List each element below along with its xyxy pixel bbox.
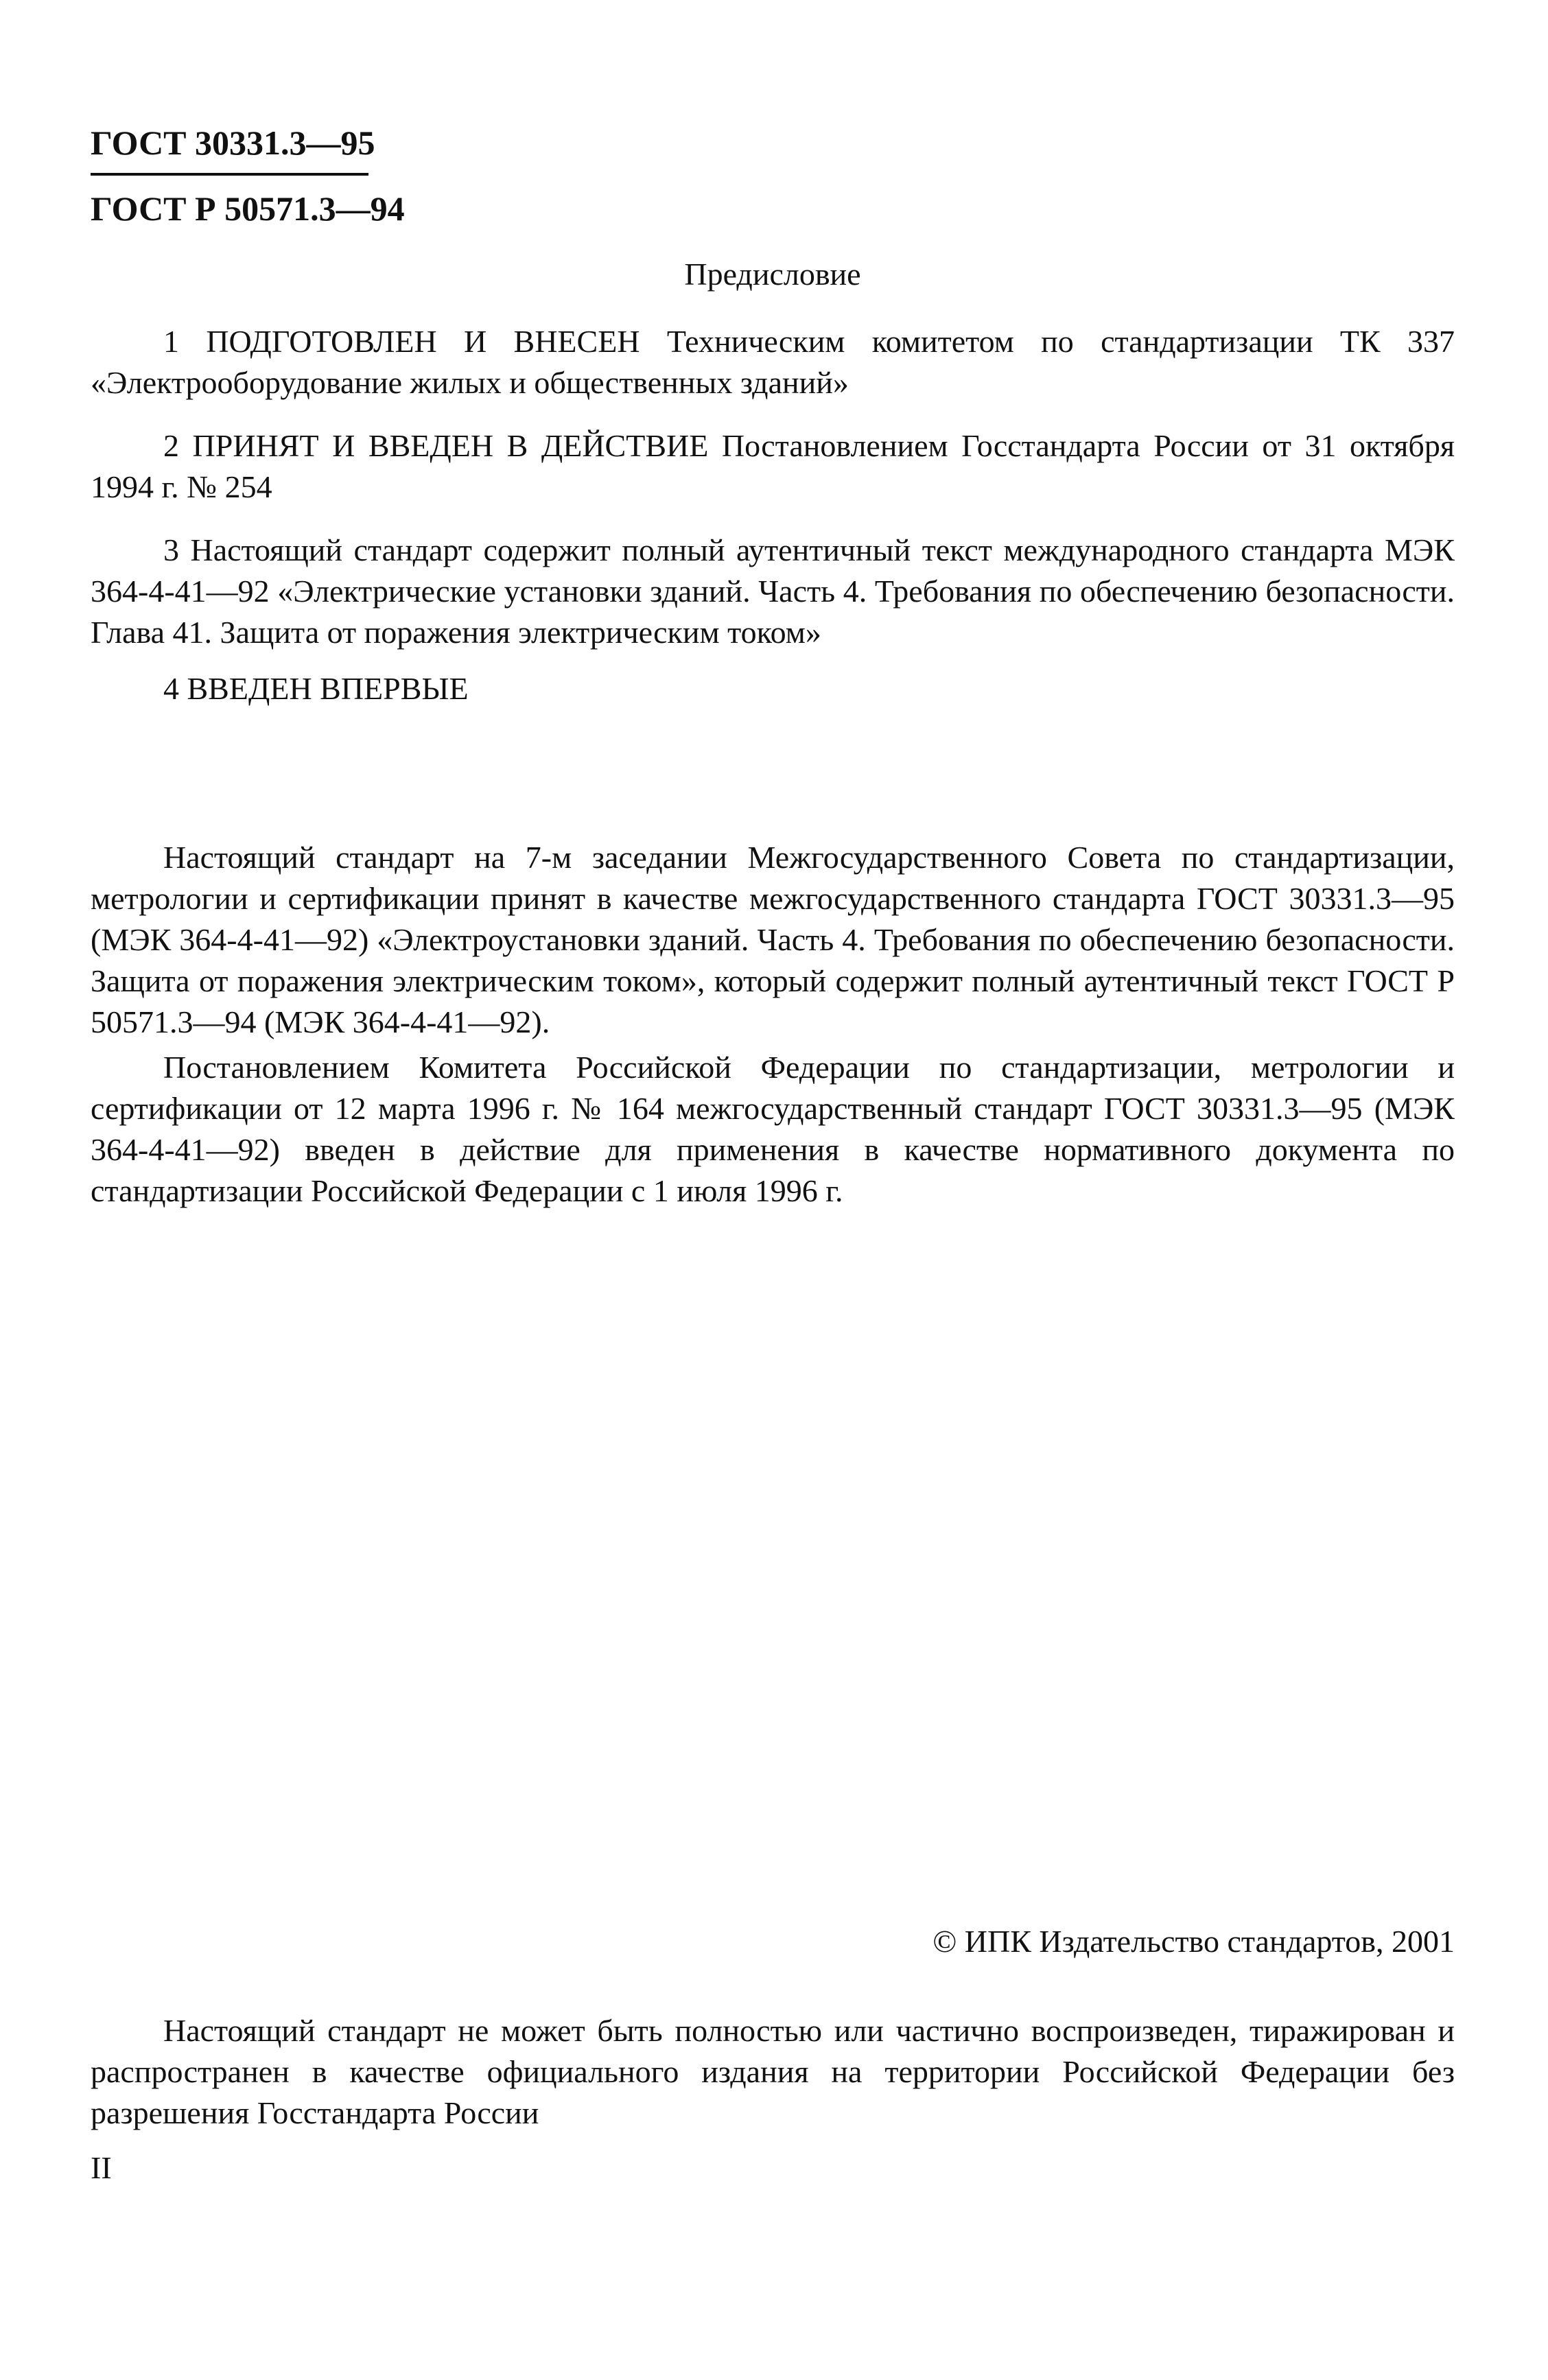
preface-item-4: 4 ВВЕДЕН ВПЕРВЫЕ	[163, 671, 469, 706]
preface-item-1: 1 ПОДГОТОВЛЕН И ВНЕСЕН Техническим комитетом по стандартизации ТК 337 «Электрооборудование жилых и общественных зданий»	[91, 324, 1455, 400]
adoption-paragraph-2: Постановлением Комитета Российской Федерации по стандартизации, метрологии и сертификации от 12 марта 1996 г. № 164 межгосударственный стандарт ГОСТ 30331.3—95 (МЭК 364-4-41—92) введен в действие для применения в качестве нормативного документа по стандартизации Российской Федерации с 1 июля 1996 г.	[91, 1050, 1455, 1208]
standard-codes	[91, 122, 405, 229]
code-divider	[91, 173, 368, 176]
page-number: II	[91, 2150, 112, 2185]
standard-code-secondary: ГОСТ Р 50571.3—94	[91, 189, 405, 228]
preface-title: Предисловие	[684, 257, 861, 292]
preface-item-2: 2 ПРИНЯТ И ВВЕДЕН В ДЕЙСТВИЕ Постановлением Госстандарта России от 31 октября 1994 г. № 254	[91, 428, 1455, 504]
preface-item-3: 3 Настоящий стандарт содержит полный аутентичный текст международного стандарта МЭК 364-4-41—92 «Электрические установки зданий. Часть 4. Требования по обеспечению безопасности. Глава 41. Защита от поражения электрическим током»	[91, 532, 1455, 650]
copyright-notice: © ИПК Издательство стандартов, 2001	[933, 1924, 1455, 1959]
reproduction-notice: Настоящий стандарт не может быть полностью или частично воспроизведен, тиражирован и распространен в качестве официального издания на территории Российской Федерации без разрешения Госстандарта России	[91, 2013, 1455, 2130]
adoption-paragraph-1: Настоящий стандарт на 7-м заседании Межгосударственного Совета по стандартизации, метрологии и сертификации принят в качестве межгосударственного стандарта ГОСТ 30331.3—95 (МЭК 364-4-41—92) «Электроустановки зданий. Часть 4. Требования по обеспечению безопасности. Защита от поражения электрическим током», который содержит полный аутентичный текст ГОСТ Р 50571.3—94 (МЭК 364-4-41—92).	[91, 840, 1455, 1039]
standard-code-primary: ГОСТ 30331.3—95	[91, 123, 375, 162]
